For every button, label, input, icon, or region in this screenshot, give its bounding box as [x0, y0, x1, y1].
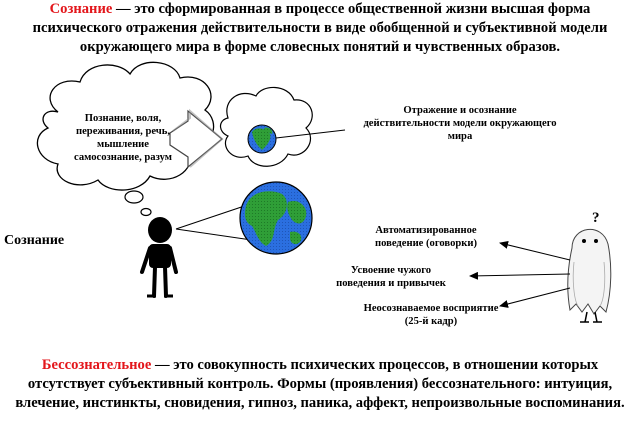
item-line: Автоматизированное [375, 225, 477, 236]
item-line: (25-й кадр) [404, 316, 458, 327]
unconscious-definition [6, 356, 634, 413]
unconscious-definition-text: это совокупность психических процессов, в отношении которых отсутствует субъективный контроль. Формы (проявления) бессознательного: интуиция, влечение, инстинкты, сновидения, гипноз, паника, аффект, непроизвольные воспоминания. [15, 357, 625, 411]
consciousness-label: Сознание [4, 233, 65, 248]
reflection-label [330, 104, 590, 143]
definition-dash: — [151, 357, 174, 373]
cloud-line: самосознание, разум [74, 152, 172, 163]
item-line: Усвоение чужого [350, 265, 432, 276]
ghost-figure-icon [568, 229, 611, 322]
item-line: поведение (оговорки) [374, 238, 478, 249]
unconscious-item-automated [356, 224, 496, 250]
person-figure-icon [142, 217, 176, 296]
large-globe-icon [240, 182, 312, 254]
thought-cloud-text [48, 112, 198, 164]
thought-bubble-small-1 [125, 191, 143, 203]
cloud-line: переживания, речь, [76, 126, 170, 137]
reflection-line: Отражение и осознание [403, 105, 517, 116]
consciousness-term: Сознание [49, 1, 113, 17]
thought-bubble-small-2 [141, 209, 151, 216]
definition-dash: — [112, 1, 135, 17]
small-globe-icon [248, 125, 276, 153]
unconscious-item-perception [346, 302, 516, 328]
item-line: Неосознаваемое восприятие [363, 303, 499, 314]
reflection-line: действительности модели окружающего [363, 118, 557, 129]
unconscious-term: Бессознательное [41, 357, 152, 373]
cloud-line: Познание, воля, [84, 113, 162, 124]
consciousness-definition-text: это сформированная в процессе общественной жизни высшая форма психического отражения действительности в виде обобщенной и субъективной модели окружающего мира в форме словесных понятий и чувственных образов. [32, 1, 608, 55]
cloud-line: мышление [97, 139, 149, 150]
unconscious-item-habits [316, 264, 466, 290]
reflection-line: мира [447, 131, 473, 142]
arrow-automated-behavior [500, 243, 570, 260]
arrow-adopted-habits [470, 274, 570, 276]
question-mark-icon: ? [592, 210, 600, 226]
item-line: поведения и привычек [336, 278, 446, 289]
